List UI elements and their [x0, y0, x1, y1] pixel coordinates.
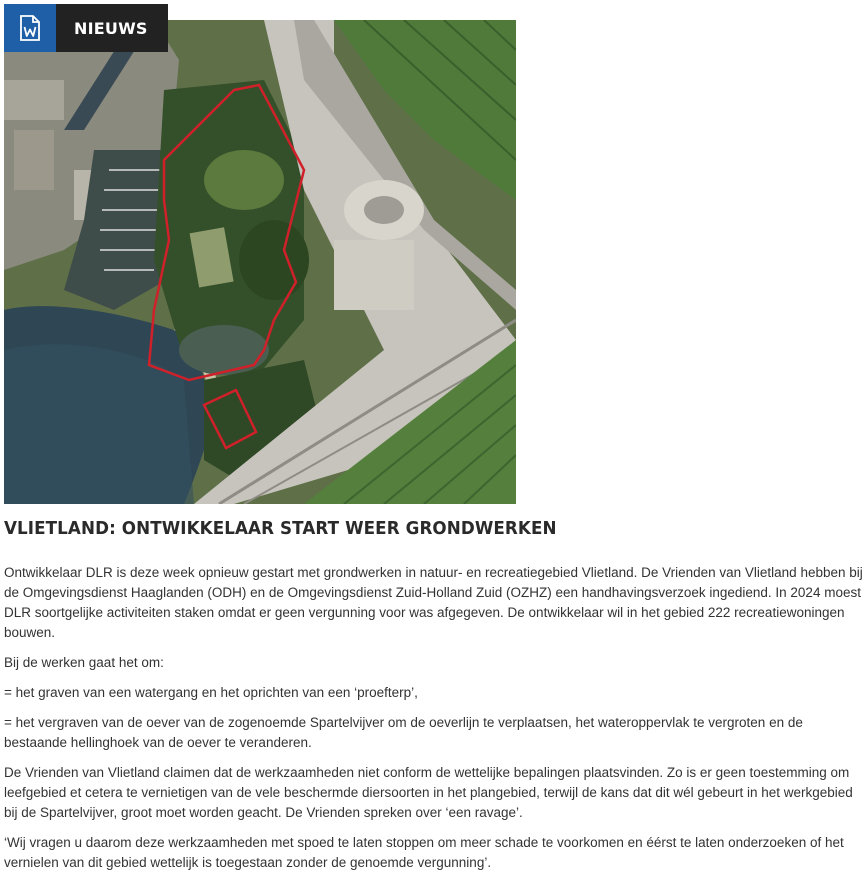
article-paragraph: Ontwikkelaar DLR is deze week opnieuw gestart met grondwerken in natuur- en recreatiegebied Vlietland. De Vrienden van Vlietland hebben bij de Omgevingsdienst Haaglanden (ODH) en de Omgevingsdienst Zuid-Holland Zuid (OZHZ) een handhavingsverzoek ingediend. In 2024 moest DLR soortgelijke activiteiten staken omdat er geen vergunning voor was afgegeven. De ontwikkelaar wil in het gebied 222 recreatiewoningen bouwen. — [4, 565, 863, 640]
article-paragraph: Bij de werken gaat het om: — [4, 655, 164, 670]
category-badge[interactable] — [4, 4, 168, 52]
article-title: VLIETLAND: ONTWIKKELAAR START WEER GRONDWERKEN — [4, 518, 557, 539]
article-body — [4, 563, 864, 883]
article-paragraph: = het graven van een watergang en het oprichten van een ‘proefterp’, — [4, 685, 418, 700]
article-paragraph: = het vergraven van de oever van de zogenoemde Spartelvijver om de oeverlijn te verplaatsen, het wateroppervlak te vergroten en de bestaande hellinghoek van de oever te veranderen. — [4, 715, 803, 750]
category-label: NIEUWS — [56, 4, 168, 52]
article-photo — [4, 20, 516, 504]
document-w-icon — [4, 4, 56, 52]
article-paragraph: ‘Wij vragen u daarom deze werkzaamheden met spoed te laten stoppen om meer schade te voorkomen en éérst te laten onderzoeken of het vernielen van dit gebied wettelijk is toegestaan zonder de genoemde vergunning’. — [4, 835, 844, 870]
article-paragraph: De Vrienden van Vlietland claimen dat de werkzaamheden niet conform de wettelijke bepalingen plaatsvinden. Zo is er geen toestemming om leefgebied et cetera te vernietigen van de vele beschermde diersoorten in het plangebied, terwijl de kans dat dit wél gebeurt in het werkgebied bij de Spartelvijver, groot moet worden geacht. De Vrienden spreken over ‘een ravage’. — [4, 765, 853, 820]
